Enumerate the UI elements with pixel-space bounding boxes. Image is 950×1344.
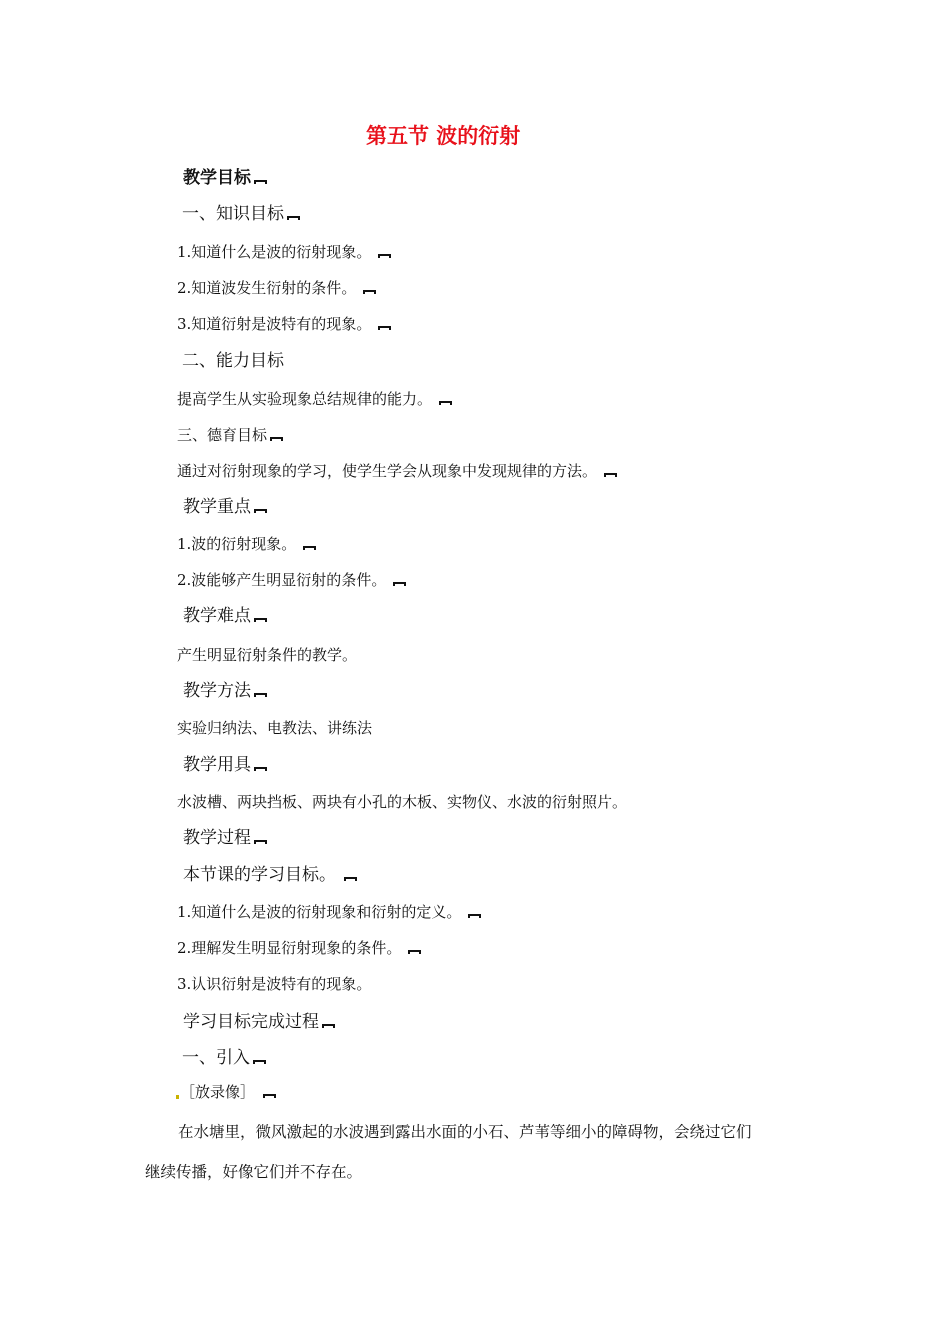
marker-dot-icon [176, 1095, 179, 1099]
moral-heading-text: 三、德育目标 [177, 426, 268, 444]
paragraph-mark-icon [303, 546, 316, 550]
paragraph-mark-icon [604, 473, 617, 477]
key-point-1 [177, 537, 316, 552]
ability-text [177, 392, 452, 407]
knowledge-item-1-text: 1.知道什么是波的衍射现象。 [177, 243, 372, 261]
paragraph-mark-icon [322, 1024, 335, 1028]
paragraph-mark-icon [439, 401, 452, 405]
paragraph-mark-icon [253, 1060, 266, 1064]
knowledge-heading-text: 一、知识目标 [182, 204, 284, 224]
difficulty-heading-text: 教学难点 [183, 606, 251, 626]
knowledge-item-3 [177, 317, 391, 332]
paragraph-mark-icon [254, 767, 267, 771]
paragraph-mark-icon [263, 1094, 276, 1098]
knowledge-heading [182, 206, 300, 223]
process-heading [183, 830, 267, 847]
methods-heading [183, 683, 267, 700]
process-heading-text: 教学过程 [183, 828, 251, 848]
paragraph-mark-icon [468, 914, 481, 918]
goal-item-3: 3.认识衍射是波特有的现象。 [177, 975, 372, 993]
paragraph-line-2: 继续传播，好像它们并不存在。 [145, 1163, 363, 1181]
paragraph-mark-icon [344, 877, 357, 881]
paragraph-mark-icon [287, 216, 300, 220]
ability-heading: 二、能力目标 [182, 351, 284, 371]
difficulty-heading [183, 608, 267, 625]
paragraph-mark-icon [393, 582, 406, 586]
knowledge-item-2 [177, 281, 376, 296]
page-title: 第五节 波的衍射 [366, 124, 521, 148]
paragraph-mark-icon [254, 840, 267, 844]
paragraph-mark-icon [378, 326, 391, 330]
key-points-heading-text: 教学重点 [183, 497, 251, 517]
knowledge-item-1 [177, 245, 391, 260]
paragraph-mark-icon [254, 180, 267, 184]
intro-heading [182, 1050, 266, 1067]
video-label [175, 1085, 276, 1100]
moral-heading [177, 428, 283, 443]
paragraph-mark-icon [363, 290, 376, 294]
goal-item-1-text: 1.知道什么是波的衍射现象和衍射的定义。 [177, 903, 462, 921]
goal-process-heading [183, 1014, 335, 1031]
moral-text-content: 通过对衍射现象的学习，使学生学会从现象中发现规律的方法。 [177, 462, 598, 480]
goal-item-2 [177, 941, 421, 956]
tools-heading [183, 757, 267, 774]
objectives-heading [183, 170, 267, 187]
key-point-2-text: 2.波能够产生明显衍射的条件。 [177, 571, 387, 589]
tools-heading-text: 教学用具 [183, 755, 251, 775]
knowledge-item-2-text: 2.知道波发生衍射的条件。 [177, 279, 357, 297]
intro-heading-text: 一、引入 [182, 1048, 250, 1068]
methods-heading-text: 教学方法 [183, 681, 251, 701]
paragraph-mark-icon [254, 693, 267, 697]
goals-heading [183, 867, 357, 884]
methods-text: 实验归纳法、电教法、讲练法 [177, 719, 373, 737]
key-point-2 [177, 573, 406, 588]
tools-text: 水波槽、两块挡板、两块有小孔的木板、实物仪、水波的衍射照片。 [177, 793, 628, 811]
knowledge-item-3-text: 3.知道衍射是波特有的现象。 [177, 315, 372, 333]
difficulty-text: 产生明显衍射条件的教学。 [177, 646, 358, 664]
paragraph-mark-icon [270, 437, 283, 441]
paragraph-mark-icon [408, 950, 421, 954]
paragraph-mark-icon [254, 509, 267, 513]
paragraph-mark-icon [378, 254, 391, 258]
key-points-heading [183, 499, 267, 516]
goal-item-2-text: 2.理解发生明显衍射现象的条件。 [177, 939, 402, 957]
goal-item-1 [177, 905, 481, 920]
goal-process-heading-text: 学习目标完成过程 [183, 1012, 319, 1032]
paragraph-line-1: 在水塘里，微风激起的水波遇到露出水面的小石、芦苇等细小的障碍物，会绕过它们 [178, 1123, 752, 1141]
paragraph-mark-icon [254, 618, 267, 622]
key-point-1-text: 1.波的衍射现象。 [177, 535, 297, 553]
goals-heading-text: 本节课的学习目标。 [183, 865, 336, 885]
objectives-heading-text: 教学目标 [183, 168, 251, 188]
moral-text [177, 464, 617, 479]
video-label-text: ［放录像］ [180, 1083, 256, 1101]
ability-text-content: 提高学生从实验现象总结规律的能力。 [177, 390, 433, 408]
